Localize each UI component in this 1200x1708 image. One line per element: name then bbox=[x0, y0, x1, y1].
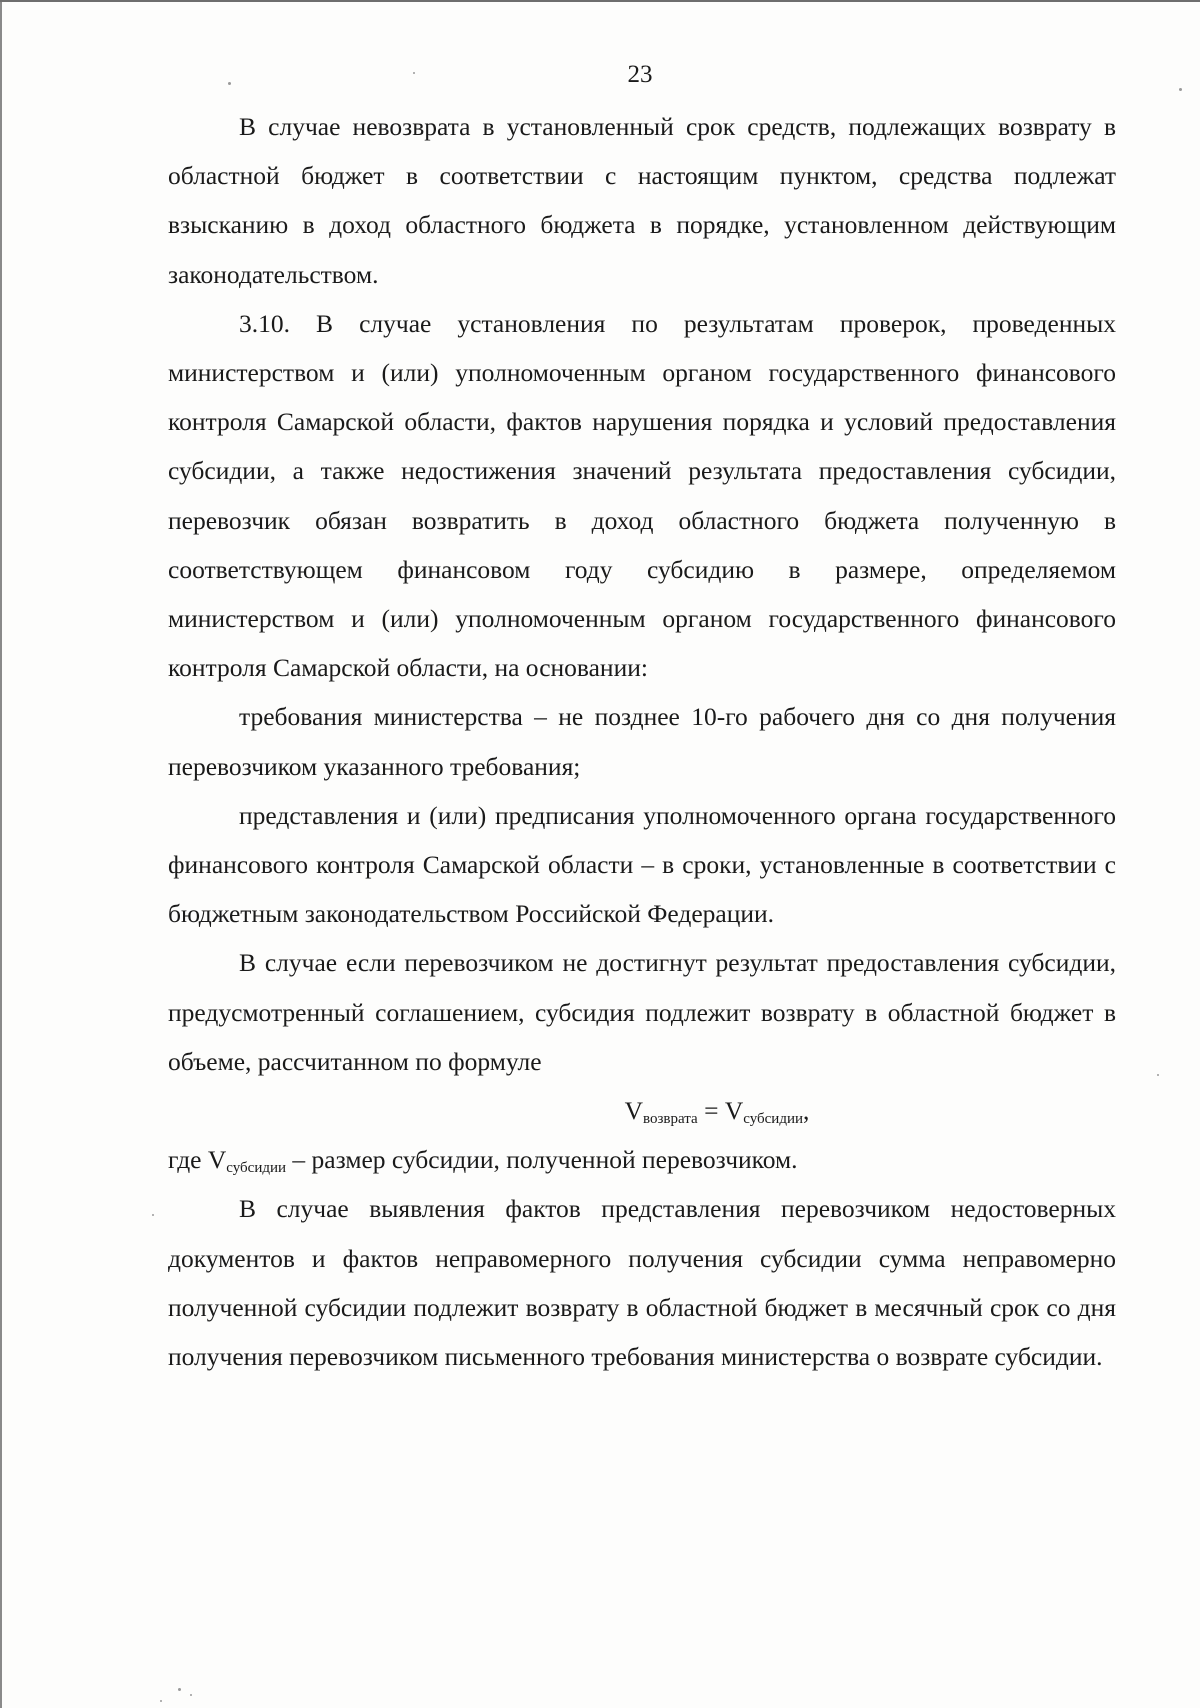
formula-rhs-sub: субсидии bbox=[743, 1111, 804, 1128]
paragraph-result-not-achieved: В случае если перевозчиком не достигнут результат предоставления субсидии, предусмотренный соглашением, субсидия подлежит возврату в областной бюджет в объеме, рассчитанном по формуле bbox=[168, 948, 1116, 1076]
definition-sub: субсидии bbox=[226, 1160, 287, 1177]
formula-definition bbox=[168, 1135, 1116, 1184]
paragraph-3-10: 3.10. В случае установления по результатам проверок, проведенных министерством и (или) уполномоченным органом государственного финансового контроля Самарской области, фактов нарушения порядка и условий предоставления субсидии, а также недостижения значений результата предоставления субсидии, перевозчик обязан возвратить в доход областного бюджета полученную в соответствующем финансовом году субсидию в размере, определяемом министерством и (или) уполномоченным органом государственного финансового контроля Самарской области, на основании: bbox=[168, 308, 1116, 683]
document-body bbox=[168, 102, 1116, 1381]
formula-rhs-var: V bbox=[724, 1096, 744, 1126]
scan-speck bbox=[228, 82, 231, 85]
definition-rest: – размер субсидии, полученной перевозчиком. bbox=[286, 1145, 798, 1175]
formula-equals: = bbox=[697, 1096, 725, 1126]
definition-prefix: где V bbox=[168, 1145, 227, 1175]
paragraph-control-body-order: представления и (или) предписания уполномоченного органа государственного финансового контроля Самарской области – в сроки, установленные в соответствии с бюджетным законодательством Российской Федерации. bbox=[168, 800, 1116, 929]
formula-lhs-sub: возврата bbox=[643, 1111, 698, 1128]
scan-top-edge bbox=[0, 0, 1200, 2]
formula-lhs-var: V bbox=[624, 1096, 644, 1126]
scan-speck bbox=[152, 1214, 154, 1216]
scan-speck bbox=[413, 72, 415, 74]
paragraph-ministry-demand: требования министерства – не позднее 10-го рабочего дня со дня получения перевозчиком указанного требования; bbox=[168, 702, 1116, 781]
formula-trail: , bbox=[803, 1096, 810, 1126]
page-number: 23 bbox=[627, 61, 653, 88]
scan-speck bbox=[160, 1700, 162, 1702]
scan-speck bbox=[178, 1688, 181, 1691]
scan-speck bbox=[1179, 88, 1182, 91]
paragraph-false-documents: В случае выявления фактов представления перевозчиком недостоверных документов и фактов неправомерного получения субсидии сумма неправомерно полученной субсидии подлежит возврату в областной бюджет в месячный срок со дня получения перевозчиком письменного требования министерства о возврате субсидии. bbox=[168, 1194, 1116, 1372]
paragraph-refund-enforcement: В случае невозврата в установленный срок средств, подлежащих возврату в областной бюджет в соответствии с настоящим пунктом, средства подлежат взысканию в доход областного бюджета в порядке, установленном действующим законодательством. bbox=[168, 112, 1116, 289]
scan-speck bbox=[1157, 1074, 1159, 1076]
refund-formula bbox=[168, 1086, 1116, 1135]
scan-left-edge bbox=[0, 0, 2, 1708]
scan-speck bbox=[190, 1694, 192, 1696]
